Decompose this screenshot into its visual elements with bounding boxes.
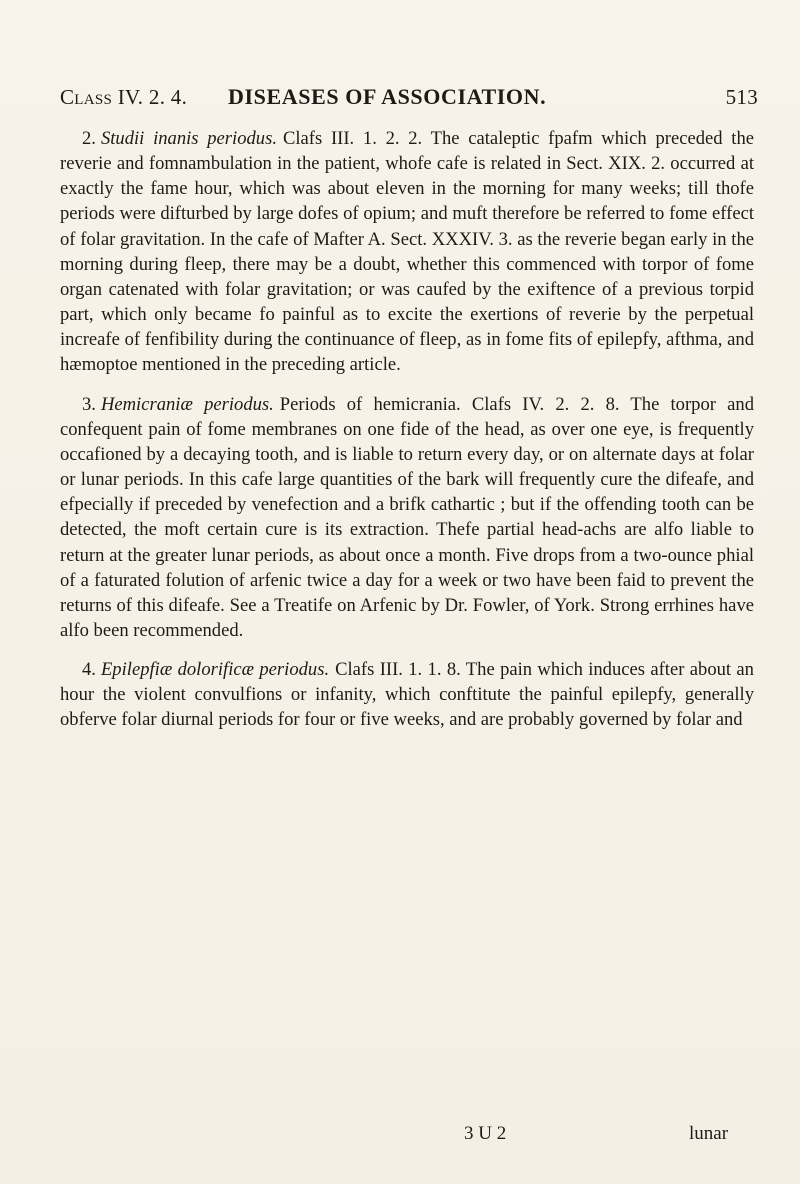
running-head-class: Class IV. 2. 4. bbox=[60, 85, 188, 109]
paragraph-studii-inanis bbox=[60, 126, 754, 378]
paragraph-text: Periods of hemicrania. Clafs IV. 2. 2. 8. The torpor and confequent pain of fome membranes on one fide of the head, as over one eye, is frequently occafioned by a decaying tooth, and is liable to return every day, or on alternate days at folar or lunar periods. In this cafe large quantities of the bark will frequently cure the difeafe, and efpecially if preceded by venefection and a brifk cathartic ; but if the offending tooth can be detected, the moft certain cure is its extraction. Thefe partial head-achs are alfo liable to return at the greater lunar periods, as about once a month. Five drops from a two-ounce phial of a faturated folution of arfenic twice a day for a week or two have been faid to prevent the returns of this difeafe. See a Treatife on Arfenic by Dr. Fowler, of York. Strong errhines have alfo been recommended. bbox=[60, 393, 754, 641]
running-head-title: DISEASES OF ASSOCIATION. bbox=[228, 84, 547, 109]
signature-mark: 3 U 2 bbox=[464, 1123, 507, 1144]
catchword: lunar bbox=[689, 1123, 729, 1144]
paragraph-title: Epilepfiæ dolorificæ periodus. bbox=[100, 659, 330, 681]
page-number: 513 bbox=[725, 85, 758, 109]
paragraph-title: Studii inanis periodus. bbox=[100, 128, 277, 149]
paragraph-epilepsiae bbox=[60, 657, 754, 732]
paragraph-text: Clafs III. 1. 2. 2. The cataleptic fpafm which preceded the reverie and fomnambulation in the patient, whofe cafe is related in Sect. XIX. 2. occurred at exactly the fame hour, which was about eleven in the morning for many weeks; till thofe periods were difturbed by large dofes of opium; and muft therefore be referred to fome effect of folar gravitation. In the cafe of Mafter A. Sect. XXXIV. 3. as the reverie began early in the morning during fleep, there may be a doubt, whether this commenced with torpor of fome organ catenated with folar gravitation; or was caufed by the exiftence of a previous torpid part, which only became fo painful as to excite the exertions of reverie by the perpetual increafe of fenfibility during the continuance of fleep, as in fome fits of epilepfy, afthma, and hæmoptoe mentioned in the preceding article. bbox=[60, 128, 754, 376]
paragraph-title: Hemicraniæ periodus. bbox=[100, 393, 274, 415]
paragraph-number: 3. bbox=[82, 393, 96, 415]
paragraph-number: 4. bbox=[82, 659, 96, 681]
running-head bbox=[60, 82, 758, 112]
paragraph-hemicraniae bbox=[60, 392, 754, 644]
page-footer bbox=[0, 1120, 800, 1148]
paragraph-text: Clafs III. 1. 1. 8. The pain which induces after about an hour the violent convulfions or infanity, which conftitute the painful epilepfy, generally obferve folar diurnal periods for four or five weeks, and are probably governed by folar and bbox=[60, 659, 754, 731]
paragraph-number: 2. bbox=[82, 128, 96, 149]
body-text bbox=[60, 126, 754, 747]
